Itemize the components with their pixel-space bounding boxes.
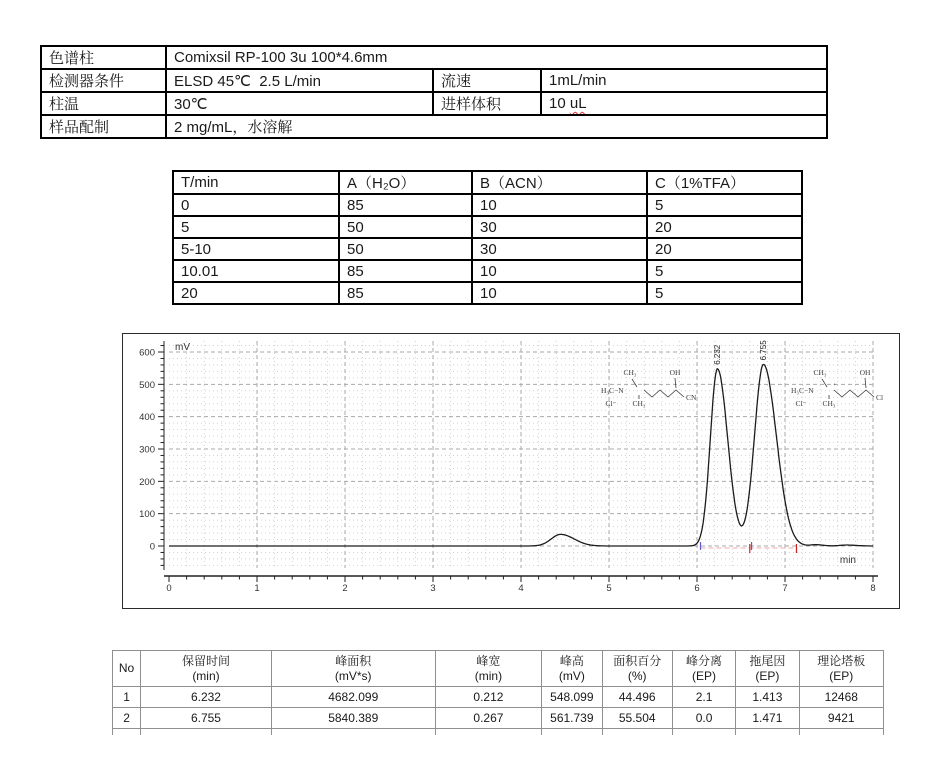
condition-value: 30℃ — [166, 92, 433, 115]
svg-text:300: 300 — [139, 444, 155, 456]
svg-text:5: 5 — [606, 583, 612, 594]
cell: 12468 — [799, 687, 883, 708]
cell: 85 — [339, 260, 472, 282]
column-header: T/min — [173, 171, 339, 194]
cell: 10 — [472, 282, 647, 304]
column-header: 理论塔板 (EP) — [799, 651, 883, 687]
svg-text:4: 4 — [518, 583, 524, 594]
chemical-structure-nitrile — [601, 368, 697, 408]
condition-label: 色谱柱 — [41, 46, 166, 69]
chromatogram-panel — [122, 333, 900, 609]
column-header: 拖尾因 (EP) — [736, 651, 799, 687]
cell: 548.099 — [542, 687, 602, 708]
bond — [822, 379, 827, 387]
peak-retention-label: 6.755 — [758, 340, 768, 361]
amine-label: H₃C−N — [791, 386, 814, 395]
injection-volume-unit-misspelled: uL — [569, 95, 587, 112]
svg-text:0: 0 — [166, 583, 172, 594]
conditions-table — [40, 45, 828, 139]
cell: 6.755 — [141, 708, 272, 729]
cell: 30 — [472, 238, 647, 260]
column-header: 保留时间 (min) — [141, 651, 272, 687]
terminal-group-label: Cl — [876, 393, 884, 402]
bond — [632, 379, 637, 387]
table-row — [173, 194, 802, 216]
cell: 0.267 — [435, 708, 542, 729]
svg-text:6: 6 — [694, 583, 700, 594]
cell: 10.01 — [173, 260, 339, 282]
svg-text:400: 400 — [139, 412, 155, 424]
terminal-group-label: CN — [686, 393, 697, 402]
cell: 44.496 — [602, 687, 672, 708]
chart-plot-area — [139, 340, 878, 594]
cell: 561.739 — [542, 708, 602, 729]
cell: 30 — [472, 216, 647, 238]
hydroxyl-label: OH — [859, 368, 871, 377]
cell: 5 — [647, 282, 802, 304]
cell: 0.212 — [435, 687, 542, 708]
table-row — [173, 238, 802, 260]
condition-label: 柱温 — [41, 92, 166, 115]
amine-label: H₃C−N — [601, 386, 624, 395]
svg-text:1: 1 — [254, 583, 260, 594]
cell: 2 — [113, 708, 141, 729]
cell: 1.413 — [736, 687, 799, 708]
svg-text:3: 3 — [430, 583, 436, 594]
cell: 1.471 — [736, 708, 799, 729]
gradient-table — [172, 170, 803, 305]
table-row — [41, 115, 827, 138]
column-header: B（ACN） — [472, 171, 647, 194]
column-header: No — [113, 651, 141, 687]
svg-text:0: 0 — [149, 541, 155, 553]
condition-value — [541, 92, 827, 115]
cell: 85 — [339, 282, 472, 304]
results-table — [112, 650, 884, 735]
table-row — [113, 687, 884, 708]
cell: 55.504 — [602, 708, 672, 729]
counterion-label: Cl⁻ — [605, 399, 617, 408]
counterion-label: Cl⁻ — [795, 399, 807, 408]
cell: 5 — [647, 194, 802, 216]
table-row — [41, 92, 827, 115]
bond — [865, 378, 866, 388]
chemical-structure-chloride — [791, 368, 883, 408]
table-row — [41, 46, 827, 69]
table-row — [113, 708, 884, 729]
cell: 10 — [472, 194, 647, 216]
methyl-label: CH₃ — [623, 368, 637, 377]
cell: 10 — [472, 260, 647, 282]
column-header: 峰面积 (mV*s) — [271, 651, 435, 687]
table-header-row — [173, 171, 802, 194]
injection-volume-number: 10 — [549, 95, 570, 112]
methyl-label: CH₃ — [813, 368, 827, 377]
cell: 50 — [339, 216, 472, 238]
svg-text:600: 600 — [139, 347, 155, 359]
cell: 20 — [647, 216, 802, 238]
condition-value: Comixsil RP-100 3u 100*4.6mm — [166, 46, 827, 69]
condition-label: 样品配制 — [41, 115, 166, 138]
svg-text:min: min — [839, 555, 856, 566]
charge-label: + — [833, 382, 837, 388]
svg-text:200: 200 — [139, 476, 155, 488]
cell: 50 — [339, 238, 472, 260]
hydroxyl-label: OH — [669, 368, 681, 377]
condition-label: 进样体积 — [433, 92, 541, 115]
cell: 9421 — [799, 708, 883, 729]
table-header-row — [113, 651, 884, 687]
column-header: 峰宽 (min) — [435, 651, 542, 687]
peak-retention-label: 6.232 — [712, 344, 722, 365]
condition-label: 检测器条件 — [41, 69, 166, 92]
cell: 4682.099 — [271, 687, 435, 708]
cell: 0.0 — [672, 708, 735, 729]
cell: 1 — [113, 687, 141, 708]
svg-text:500: 500 — [139, 379, 155, 391]
methyl-label: CH₃ — [632, 399, 646, 408]
column-header: A（H₂O） — [339, 171, 472, 194]
cell: 0 — [173, 194, 339, 216]
cell: 5-10 — [173, 238, 339, 260]
bond — [675, 378, 676, 388]
svg-text:7: 7 — [782, 583, 788, 594]
table-row — [173, 216, 802, 238]
svg-text:100: 100 — [139, 509, 155, 521]
cell: 20 — [647, 238, 802, 260]
svg-text:mV: mV — [175, 342, 190, 353]
condition-value: 1mL/min — [541, 69, 827, 92]
methyl-label: CH₃ — [822, 399, 836, 408]
svg-text:8: 8 — [870, 583, 876, 594]
cell: 2.1 — [672, 687, 735, 708]
cell: 6.232 — [141, 687, 272, 708]
chromatogram — [123, 334, 899, 608]
svg-text:2: 2 — [342, 583, 348, 594]
table-row-stub — [113, 729, 884, 735]
column-header: 峰分离 (EP) — [672, 651, 735, 687]
table-row — [41, 69, 827, 92]
charge-label: + — [643, 382, 647, 388]
cell: 20 — [173, 282, 339, 304]
table-row — [173, 260, 802, 282]
column-header: 峰高 (mV) — [542, 651, 602, 687]
table-row — [173, 282, 802, 304]
condition-label: 流速 — [433, 69, 541, 92]
condition-value: ELSD 45℃ 2.5 L/min — [166, 69, 433, 92]
cell: 85 — [339, 194, 472, 216]
cell: 5 — [173, 216, 339, 238]
column-header: 面积百分 (%) — [602, 651, 672, 687]
condition-value: 2 mg/mL，水溶解 — [166, 115, 827, 138]
cell: 5840.389 — [271, 708, 435, 729]
column-header: C（1%TFA） — [647, 171, 802, 194]
cell: 5 — [647, 260, 802, 282]
